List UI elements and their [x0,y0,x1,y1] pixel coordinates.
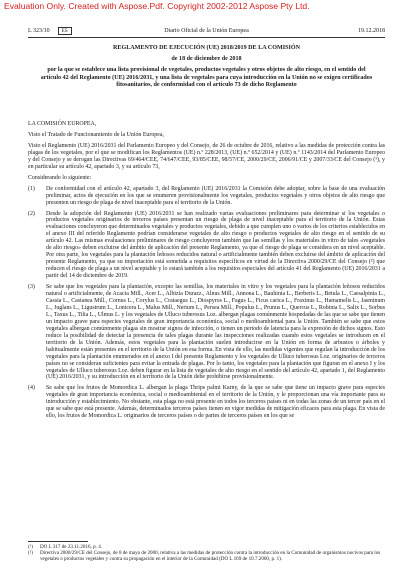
recital-number: (2) [28,210,35,217]
recital-number: (1) [28,185,35,192]
recital-item [28,385,385,420]
recital-item [28,211,385,281]
recital-text: Desde la adopción del Reglamento (UE) 2016/2031 se han realizado varias evaluaciones preliminares para determinar si los vegetales o productos vegetales originarios de terceros países presentan un riesgo de plaga de nivel inaceptable para el territorio de la Unión. Estas evaluaciones concluyeron que determinados vegetales y productos vegetales, debido a que cumplen uno o varios de los criterios establecidos en el anexo III del referido Reglamento podrían considerarse vegetales de alto riesgo o productos vegetales de alto riesgo en el sentido de su artículo 42. Las mismas evaluaciones preliminares de riesgo concluyeron también que las semillas y los materiales in vitro de tales «vegetales de alto riesgo» deben excluirse del ámbito de aplicación del presente Reglamento, ya que el riesgo de plaga se considera en un nivel aceptable. Por otra parte, los vegetales para la plantación leñosos reducidos natural o artificialmente también deben excluirse del ámbito de aplicación del presente Reglamento, ya que su importación está sometida a requisitos específicos en virtud de la Directiva 2000/29/CE del Consejo (²) que reducen el riesgo de plaga a un nivel aceptable y lo estará también a los requisitos especiales del artículo 41 del Reglamento (UE) 2016/2031 a partir del 14 de diciembre de 2019. [46,210,385,280]
document-title-block [40,45,373,89]
treaty-paragraph: Visto el Tratado de Funcionamiento de la Unión Europea, [28,131,164,138]
footnotes [28,544,385,562]
recital-number: (3) [28,284,35,291]
footnote-mark: (¹) [28,544,33,550]
footnote-item [28,550,385,562]
footnote-divider [28,541,88,542]
recital-item [28,284,385,381]
footnote-text: Directiva 2000/29/CE del Consejo, de 8 de mayo de 2000, relativa a las medidas de protección contra la introducción en la Comunidad de organismos nocivos para los vegetales o productos vegetales y contra su propagación en el interior de la Comunidad (DO L 169 de 10.7.2000, p. 1). [40,550,381,562]
watermark-text: Evaluation Only. Created with Aspose.Pdf. Copyright 2002-2012 Aspose Pty Ltd. [4,1,310,11]
regulation-paragraph: Visto el Reglamento (UE) 2016/2031 del Parlamento Europeo y del Consejo, de 26 de octubre de 2016, relativo a las medidas de protección contra las plagas de los vegetales, por el que se modifican los Reglamentos (UE) n.º 228/2013, (UE) n.º 652/2014 y (UE) n.º 1143/2014 del Parlamento Europeo y del Consejo y se derogan las Directivas 69/464/CEE, 74/647/CEE, 93/85/CEE, 98/57/CE, 2000/29/CE, 2006/91/CE y 2007/33/CE del Consejo (¹), y en particular su artículo 42, apartado 3, y su artículo 73, [28,142,385,170]
recital-number: (4) [28,385,35,392]
recital-text: Se sabe que los frutos de Momordica L. albergan la plaga Thrips palmi Karny, de la que se sabe que tiene un impacto grave para especies vegetales de gran importancia económica, social o medioambiental en el territorio de la Unión, y le proporcionan una vía importante para su introducción y establecimiento. No obstante, esta plaga no está presente en todos los terceros países ni en todas las zonas de un tercer país en el que se sabe que está presente. Además, determinados terceros países tienen en vigor medidas de mitigación eficaces para esta plaga. En vista de ello, los frutos de Momordica L. originarios de terceros países o de partes de terceros países en los que se [46,385,385,420]
considering-paragraph: Considerando lo siguiente: [28,174,92,181]
footnote-text: DO L 317 de 23.11.2016, p. 4. [40,544,103,550]
commission-heading: LA COMISIÓN EUROPEA, [28,121,97,127]
recital-item [28,186,385,207]
footnote-mark: (²) [28,550,33,556]
recital-text: De conformidad con el artículo 42, apartado 3, del Reglamento (UE) 2016/2031 la Comisión debe adoptar, sobre la base de una evaluación preliminar, actos de ejecución en los que se enumeren provisionalmente los vegetales, productos vegetales y otros objetos de alto riesgo que presenten un riesgo de plaga de nivel inaceptable para el territorio de la Unión. [46,185,385,206]
journal-name: Diario Oficial de la Unión Europea [164,28,249,34]
journal-date: 19.12.2018 [358,28,385,34]
regulation-date: de 18 de diciembre de 2018 [171,56,242,63]
page-header [28,26,385,36]
header-divider [28,37,385,38]
language-badge: ES [58,27,72,35]
journal-ref: L 323/10 [28,28,50,34]
document-body [28,121,385,424]
recital-text: Se sabe que los vegetales para la plantación, excepto las semillas, los materiales in vitro y los vegetales para la plantación leñosos reducidos natural o artificialmente, de Acacia Mill., Acer L., Albizia Durazz., Alnus Mill., Annona L., Bauhinia L., Berberis L., Betula L., Caesalpinia L., Cassia L., Castanea Mill., Cornus L., Corylus L., Crataegus L., Diospyros L., Fagus L., Ficus carica L., Fraxinus L., Hamamelis L., Jasminum L., Juglans L., Ligustrum L., Lonicera L., Malus Mill., Nerium L., Persea Mill., Populus L., Prunus L., Quercus L., Robinia L., Salix L., Sorbus L., Taxus L., Tilia L., Ulmus L. y los vegetales de Ulluco tuberosus Loz. albergan plagas comúnmente hospedadas de las que se sabe que tienen un impacto grave para especies vegetales de gran importancia económica, social o medioambiental para la Unión. También se sabe que estos vegetales albergan comúnmente plagas sin mostrar signos de infección, o tienen un periodo de latencia para la expresión de dichos signos. Esto reduce la posibilidad de detectar la presencia de tales plagas durante las inspecciones realizadas cuando estos vegetales se introducen en el territorio de la Unión. Además, estos vegetales para la plantación suelen introducirse en la Unión en forma de arbustos o árboles y habitualmente están presentes en el territorio de la Unión en esa forma. En vista de ello, las medidas vigentes que regulan la introducción de los vegetales para la plantación enumerados en el anexo I del presente Reglamento y los vegetales de Ulluco tuberosus Loz. originarios de terceros países no se consideran suficientes para evitar la entrada de plagas. Por lo tanto, los vegetales para la plantación que figuran en el anexo I y los vegetales de Ulluco tuberosus Loz. deben figurar en la lista de vegetales de alto riesgo en el sentido del artículo 42, apartado 1, del Reglamento (UE) 2016/2031, y su introducción en el territorio de la Unión debe prohibirse provisionalmente. [46,284,385,381]
regulation-subtitle: por la que se establece una lista provisional de vegetales, productos vegetales y otros objetos de alto riesgo, en el sentido del artículo 42 del Reglamento (UE) 2016/2031, y una lista de vegetales para cuya introducción en la Unión no se exigen certificados fitosanitarios, de conformidad con el artículo 73 de dicho Reglamento [40,67,373,88]
regulation-title: REGLAMENTO DE EJECUCIÓN (UE) 2018/2019 DE LA COMISIÓN [113,45,300,51]
